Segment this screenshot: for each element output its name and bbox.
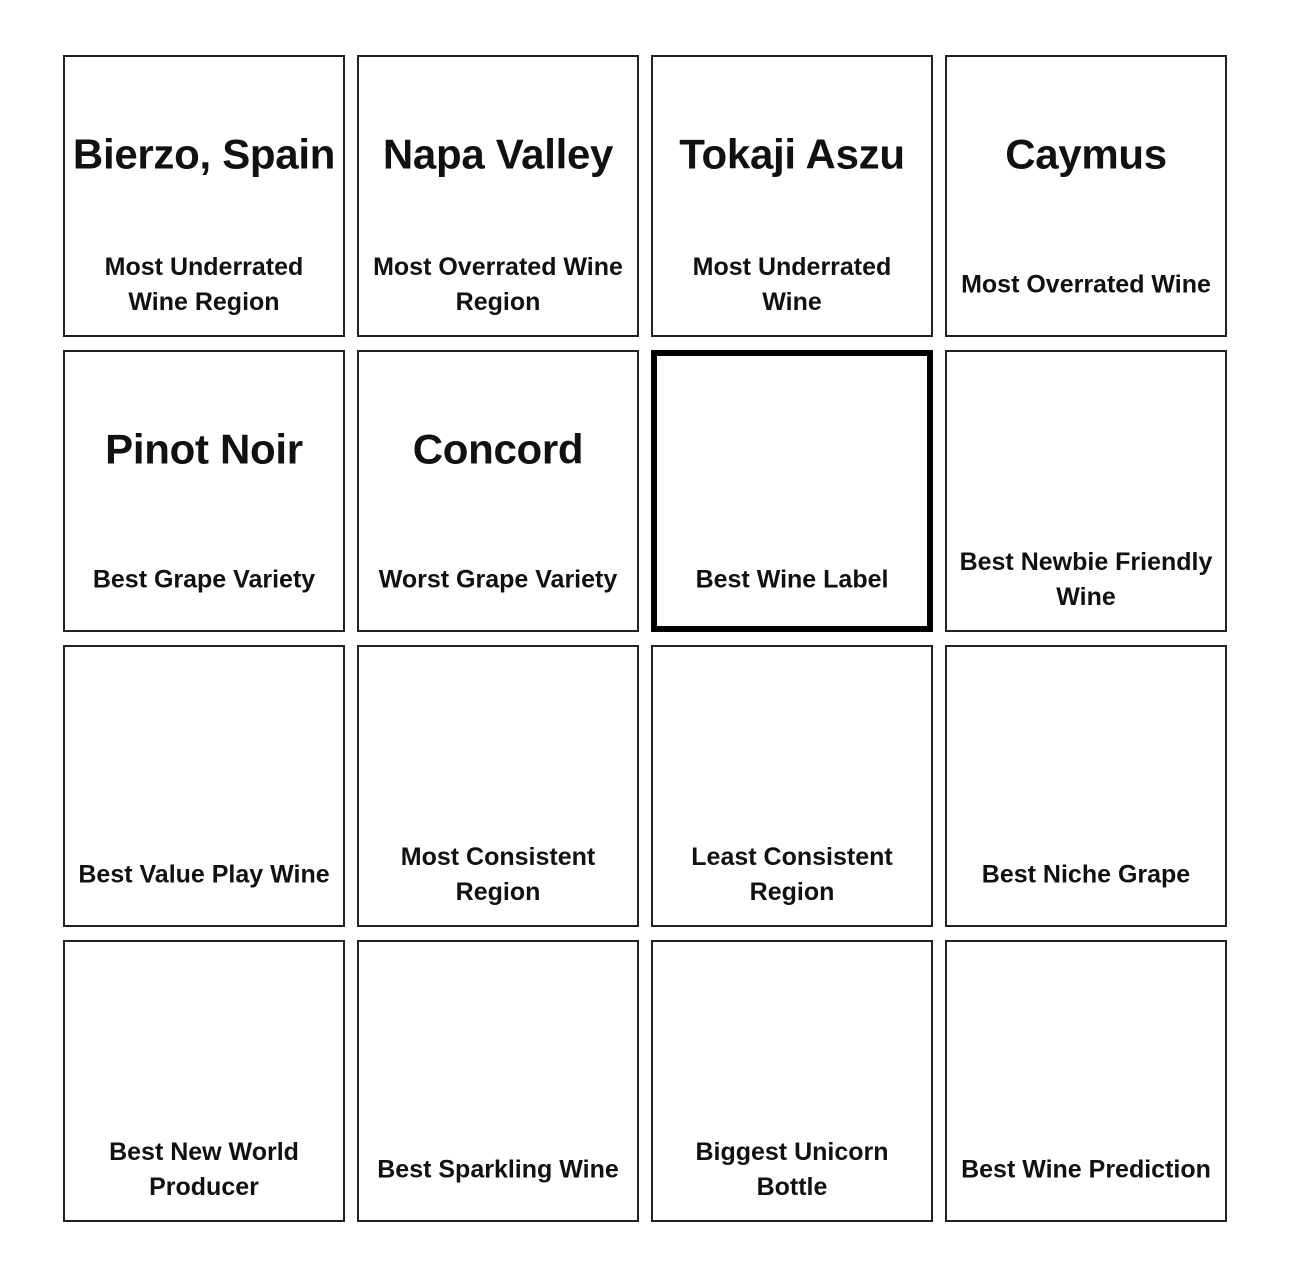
bingo-cell-biggest-unicorn-bottle[interactable]	[651, 940, 933, 1222]
cell-category: Best Newbie Friendly Wine	[959, 548, 1213, 611]
bingo-cell-best-niche-grape[interactable]	[945, 645, 1227, 927]
cell-answer: Caymus	[1005, 130, 1167, 178]
bingo-cell-best-wine-label[interactable]	[651, 350, 933, 632]
cell-answer: Concord	[412, 425, 584, 473]
cell-category: Best Grape Variety	[92, 565, 316, 594]
bingo-cell-best-sparkling-wine[interactable]	[357, 940, 639, 1222]
bingo-cell-best-newbie-friendly-wine[interactable]	[945, 350, 1227, 632]
cell-category: Most Consistent Region	[400, 843, 596, 906]
cell-category: Best Niche Grape	[981, 860, 1191, 889]
bingo-cell-most-underrated-wine[interactable]	[651, 55, 933, 337]
bingo-cell-worst-grape-variety[interactable]	[357, 350, 639, 632]
cell-category: Most Underrated Wine Region	[104, 253, 304, 316]
bingo-cell-most-consistent-region[interactable]	[357, 645, 639, 927]
cell-category: Most Underrated Wine	[692, 253, 892, 316]
cell-category: Best New World Producer	[109, 1138, 299, 1201]
cell-category: Best Wine Label	[695, 565, 889, 594]
cell-answer: Pinot Noir	[105, 425, 303, 473]
cell-answer: Bierzo, Spain	[72, 130, 336, 178]
bingo-cell-most-overrated-wine[interactable]	[945, 55, 1227, 337]
bingo-cell-best-new-world-producer[interactable]	[63, 940, 345, 1222]
cell-category: Biggest Unicorn Bottle	[695, 1138, 889, 1201]
bingo-cell-least-consistent-region[interactable]	[651, 645, 933, 927]
cell-category: Best Value Play Wine	[78, 860, 330, 889]
cell-category: Best Wine Prediction	[961, 1155, 1211, 1184]
cell-answer: Tokaji Aszu	[679, 130, 905, 178]
cell-answer: Napa Valley	[382, 130, 614, 178]
bingo-cell-best-grape-variety[interactable]	[63, 350, 345, 632]
cell-category: Most Overrated Wine Region	[373, 253, 623, 316]
bingo-cell-best-value-play-wine[interactable]	[63, 645, 345, 927]
cell-category: Least Consistent Region	[691, 843, 893, 906]
bingo-cell-most-underrated-wine-region[interactable]	[63, 55, 345, 337]
cell-category: Worst Grape Variety	[378, 565, 618, 594]
bingo-cell-best-wine-prediction[interactable]	[945, 940, 1227, 1222]
cell-category: Most Overrated Wine	[961, 270, 1211, 299]
bingo-cell-most-overrated-wine-region[interactable]	[357, 55, 639, 337]
cell-category: Best Sparkling Wine	[377, 1155, 619, 1184]
bingo-grid	[63, 55, 1227, 1222]
